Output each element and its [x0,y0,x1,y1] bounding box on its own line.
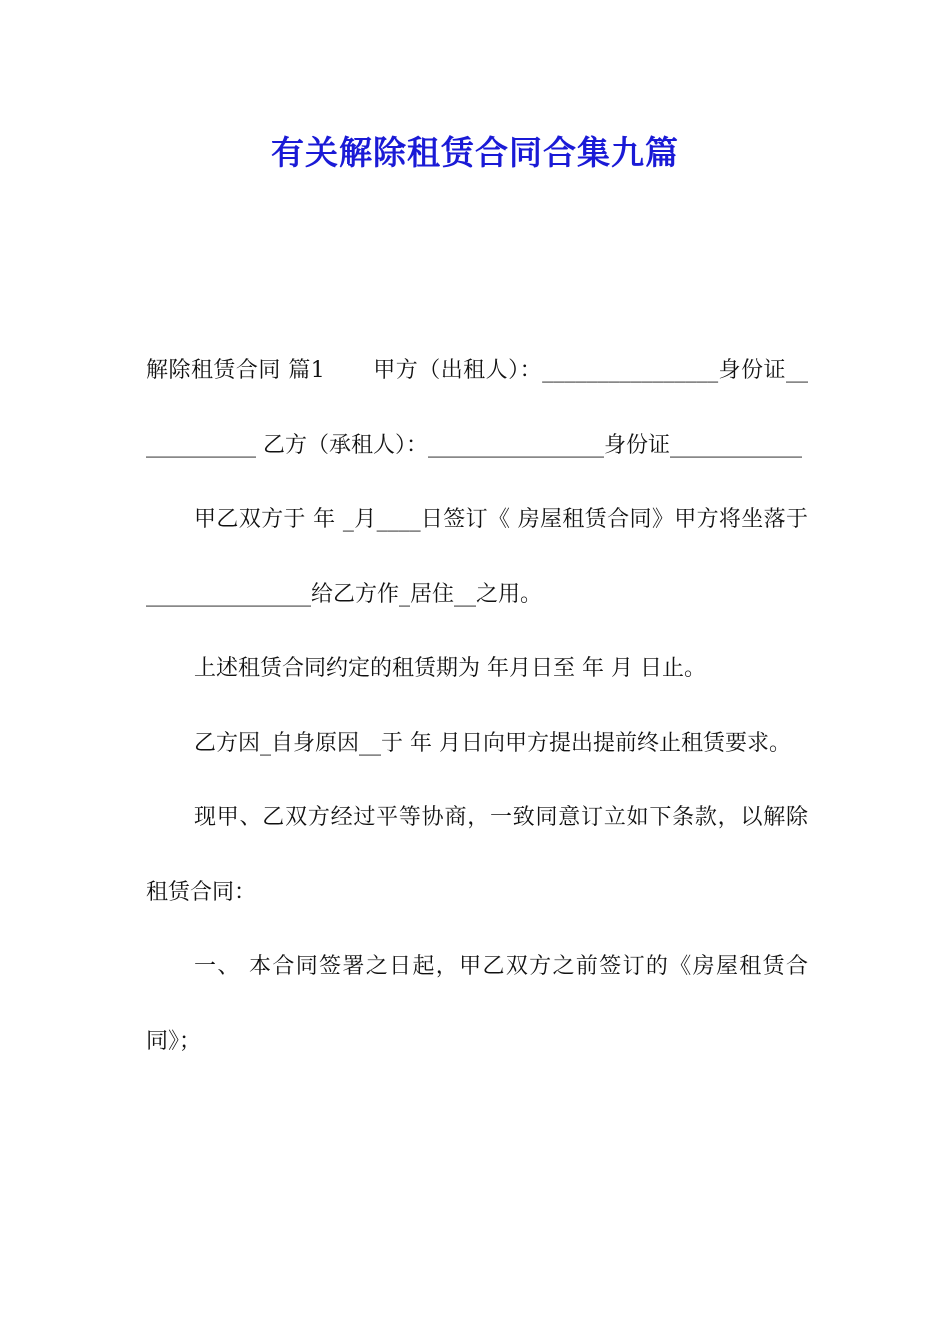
section-heading: 解除租赁合同 篇1 [146,358,325,383]
paragraph-text: 甲方（出租人）：________________身份证____________ 乙方（承租人）：________________身份证____________ [146,358,808,458]
paragraph-parties [146,334,808,483]
paragraph-signing: 甲乙双方于 年 _月____日签订《 房屋租赁合同》甲方将坐落于_______________给乙方作_居住__之用。 [146,507,808,607]
paragraph-reason: 乙方因_自身原因__于 年 月日向甲方提出提前终止租赁要求。 [194,730,791,756]
document-title: 有关解除租赁合同合集九篇 [271,133,679,172]
paragraph-term: 上述租赁合同约定的租赁期为 年月日至 年 月 日止。 [194,656,706,681]
paragraph-clause-1: 一、 本合同签署之日起，甲乙双方之前签订的《房屋租赁合同》； [146,954,808,1054]
document-body [146,334,808,1079]
paragraph-agreement: 现甲、乙双方经过平等协商，一致同意订立如下条款，以解除租赁合同： [146,805,808,905]
